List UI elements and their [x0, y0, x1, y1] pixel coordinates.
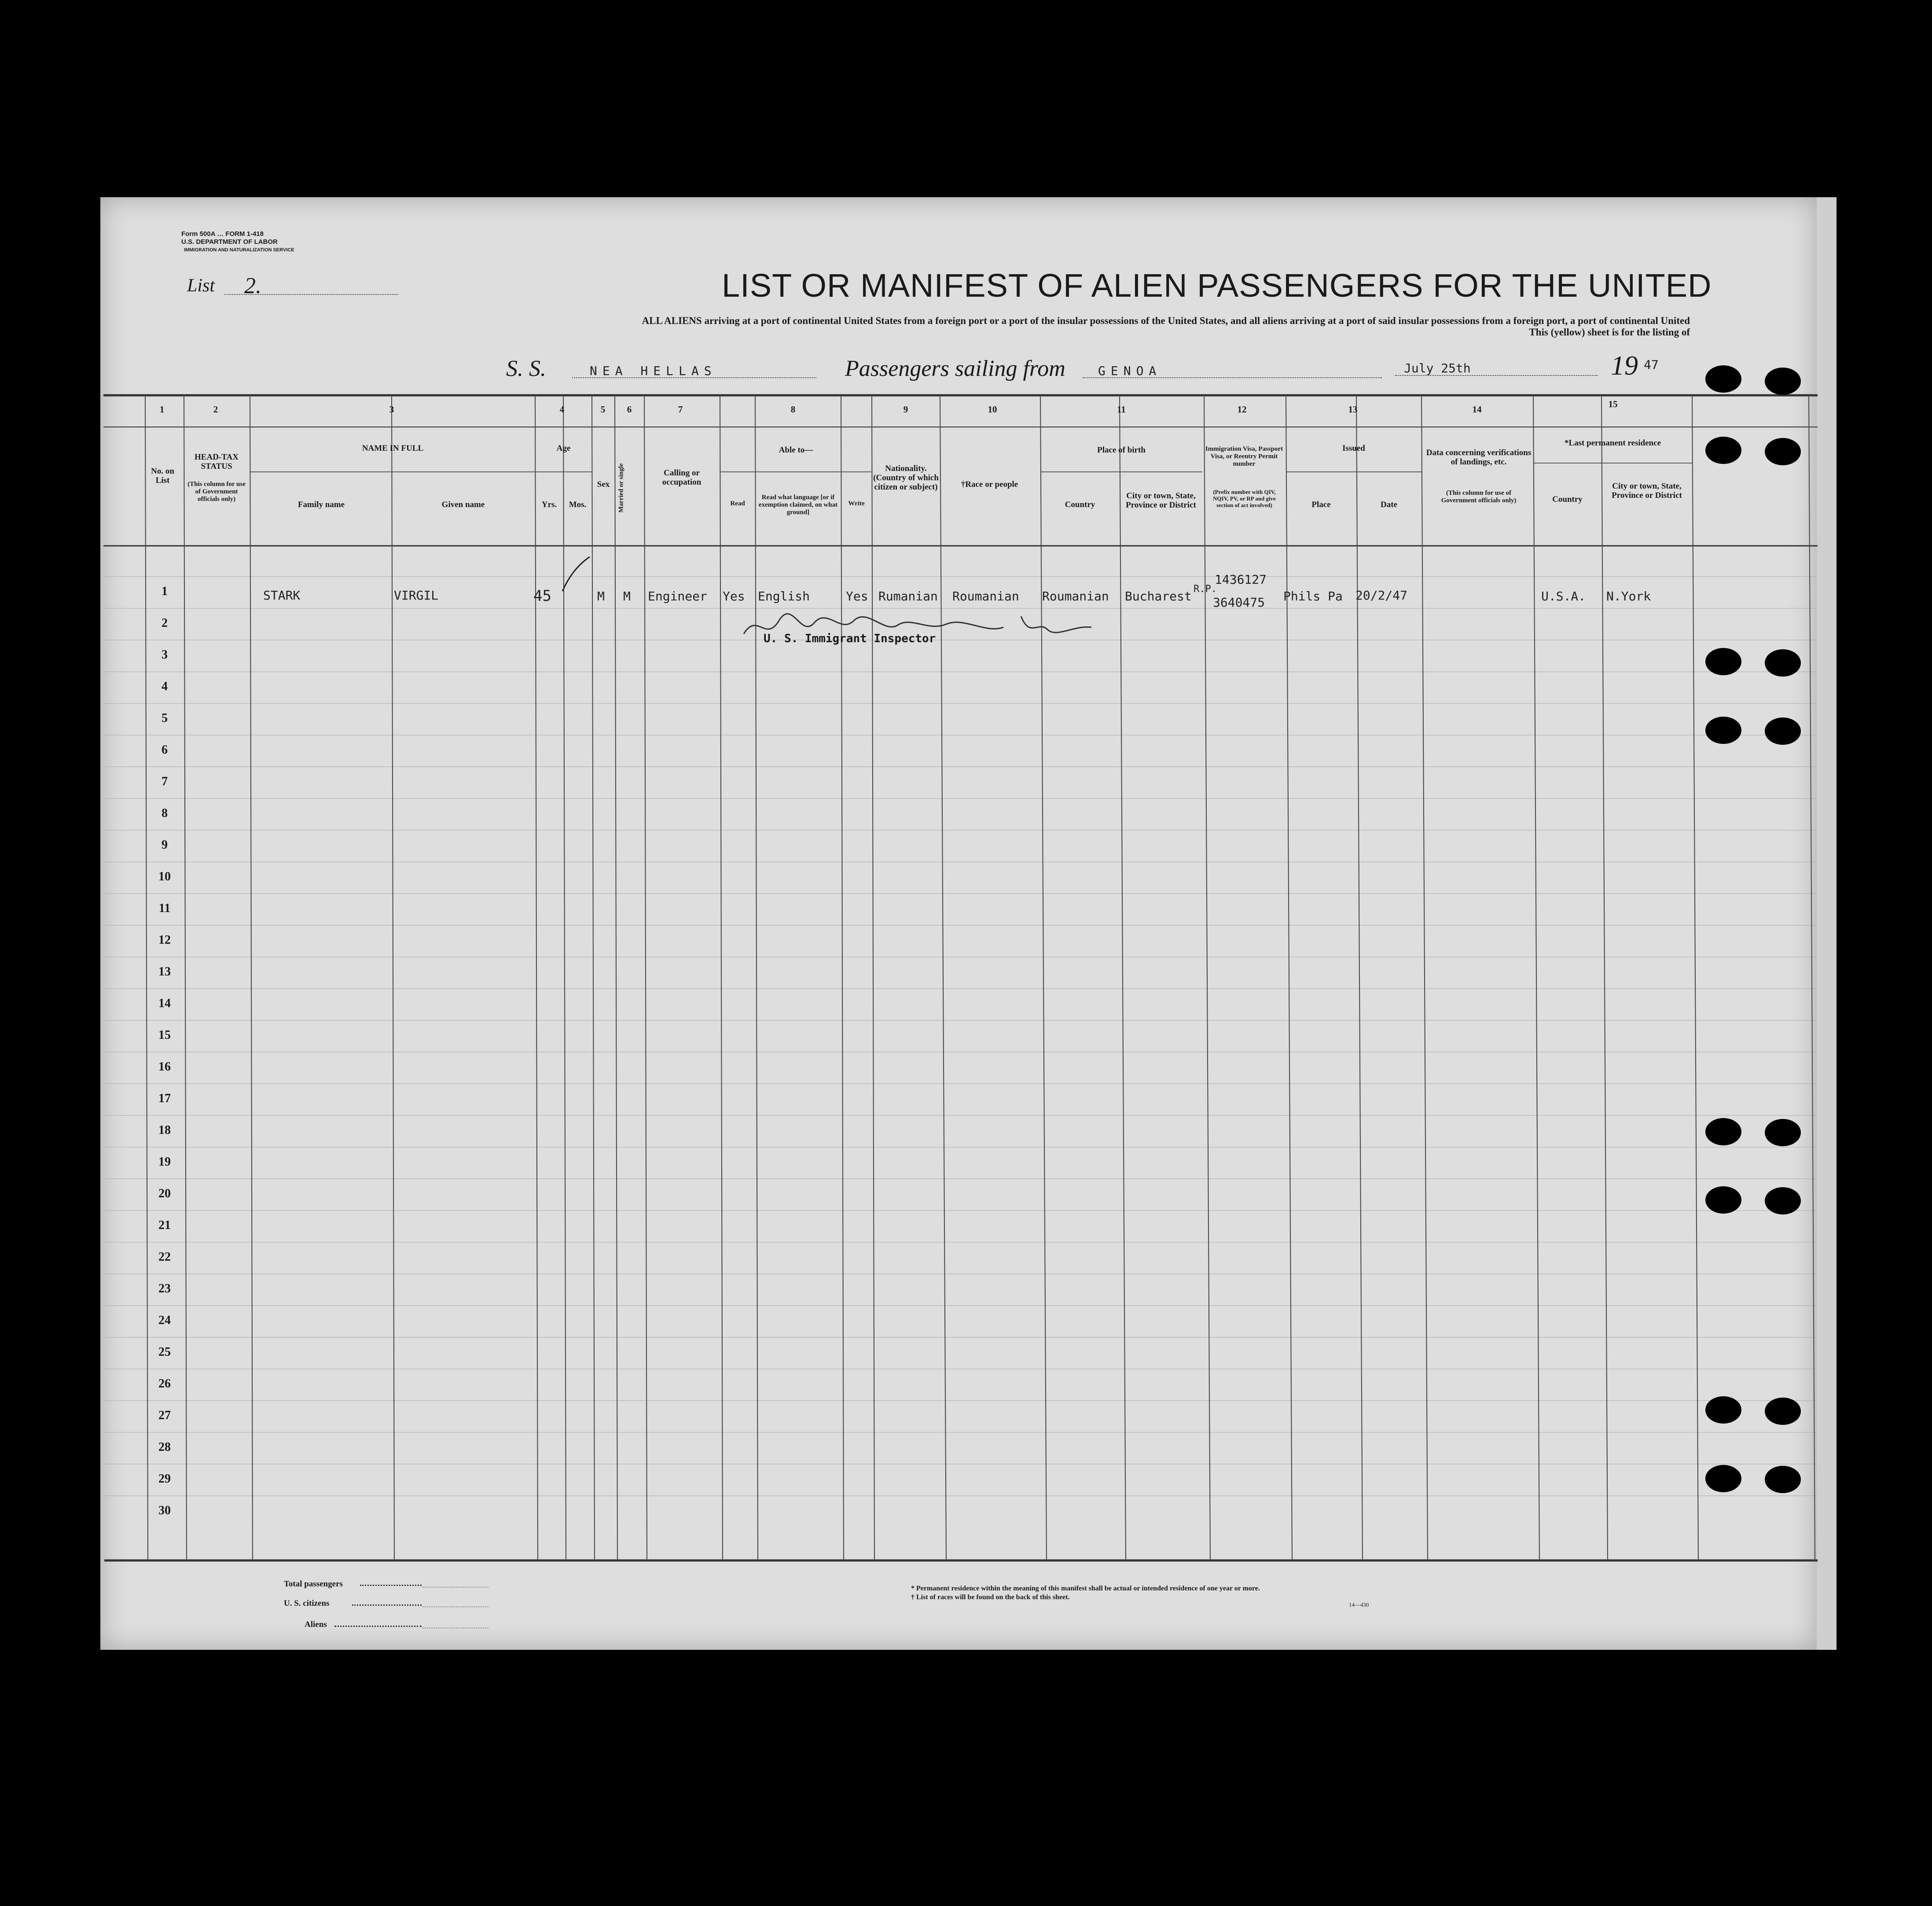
header-mos: Mos. — [569, 500, 587, 509]
department-label: U.S. DEPARTMENT OF LABOR — [181, 238, 278, 246]
row-number: 28 — [158, 1440, 171, 1454]
row-number: 6 — [162, 743, 168, 757]
column-line — [535, 395, 538, 1560]
passenger-read: Yes — [723, 589, 745, 603]
header-nationality: Nationality. (Country of which citizen or subject) — [873, 464, 939, 492]
column-line — [1120, 395, 1126, 1560]
row-number: 29 — [158, 1472, 171, 1486]
passenger-nationality: Rumanian — [878, 589, 938, 603]
sailing-label: Passengers sailing from — [845, 356, 1065, 381]
subtitle-line-1: ALL ALIENS arriving at a port of continental United States from a foreign port or a port of the insular possessions of the United States, and all aliens arriving at a port of said insular possessions from a foreign port, a port of continental United — [642, 315, 1690, 326]
header-birth-city: City or town, State, Province or District — [1126, 491, 1196, 510]
passenger-given-name: VIRGIL — [394, 588, 439, 603]
column-line — [1809, 395, 1815, 1560]
form-code: 14—430 — [1349, 1601, 1369, 1608]
row-number: 18 — [158, 1123, 171, 1137]
footnote-permanent-residence: * Permanent residence within the meaning of this manifest shall be actual or intended residence of one year or more. — [911, 1585, 1260, 1592]
punch-hole — [1705, 648, 1741, 675]
row-number: 4 — [162, 680, 168, 693]
header-data-note: (This column for use of Government officials only) — [1441, 489, 1517, 504]
row-number: 11 — [158, 901, 171, 915]
row-number: 24 — [158, 1314, 171, 1327]
passenger-permit-number-1: 1436127 — [1215, 572, 1267, 587]
header-married: Married or single — [617, 463, 625, 513]
footnote-races: † List of races will be found on the back of this sheet. — [911, 1593, 1070, 1601]
punch-hole — [1765, 718, 1801, 745]
row-number: 22 — [158, 1250, 171, 1264]
row-number: 15 — [158, 1028, 171, 1042]
row-number: 8 — [162, 806, 168, 820]
year-suffix: 47 — [1644, 357, 1659, 372]
column-line — [720, 395, 723, 1560]
us-citizens-label: U. S. citizens — [284, 1599, 330, 1608]
header-write: Write — [848, 500, 865, 507]
header-head-tax: HEAD-TAX STATUS — [195, 453, 239, 471]
passenger-write: Yes — [846, 589, 868, 603]
passenger-occupation: Engineer — [648, 589, 707, 603]
row-number: 9 — [162, 838, 168, 852]
row-number: 25 — [158, 1345, 171, 1359]
header-read-language: Read what language [or if exemption claimed, on what ground] — [758, 494, 838, 516]
punch-hole — [1705, 1465, 1741, 1492]
header-issued: Issued — [1342, 444, 1365, 453]
year-prefix: 19 — [1611, 351, 1638, 381]
column-line — [1204, 395, 1210, 1560]
punch-hole — [1765, 1119, 1801, 1146]
column-line — [841, 395, 844, 1560]
passenger-birth-city: Bucharest — [1125, 589, 1192, 603]
total-passengers-dots — [360, 1585, 422, 1586]
col-number-9: 9 — [903, 404, 908, 415]
header-visa: Immigration Visa, Passport Visa, or Reentry Permit number — [1205, 445, 1283, 467]
aliens-dots — [334, 1626, 422, 1627]
column-line — [1692, 395, 1698, 1560]
row-number: 17 — [158, 1092, 171, 1105]
col-number-12: 12 — [1237, 404, 1247, 415]
punch-hole — [1705, 365, 1741, 393]
punch-hole — [1765, 368, 1801, 395]
column-line — [184, 395, 187, 1560]
col-number-15: 15 — [1608, 399, 1618, 409]
col-number-11: 11 — [1117, 404, 1126, 415]
header-res-country: Country — [1552, 495, 1583, 504]
list-number: 2. — [244, 273, 261, 298]
col-number-8: 8 — [790, 404, 796, 415]
row-number: 23 — [158, 1282, 171, 1295]
header-read: Read — [730, 500, 745, 507]
punch-hole — [1705, 717, 1741, 744]
header-data-concerning: Data concerning verifications of landings, etc. — [1426, 448, 1532, 467]
header-age: Age — [556, 444, 571, 453]
row-number: 16 — [158, 1060, 171, 1074]
subtitle-line-2: This (yellow) sheet is for the listing of — [1529, 327, 1690, 338]
ship-name: NEA HELLAS — [590, 364, 717, 378]
page-title: LIST OR MANIFEST OF ALIEN PASSENGERS FOR THE UNITED — [722, 267, 1712, 304]
punch-hole — [1705, 1396, 1741, 1424]
row-number: 26 — [158, 1377, 171, 1391]
row-number: 3 — [162, 648, 168, 662]
col-number-3: 3 — [389, 404, 394, 415]
punch-hole — [1705, 437, 1741, 464]
form-number: Form 500A … FORM 1-418 — [181, 230, 264, 238]
sailing-date: July 25th — [1404, 361, 1471, 375]
header-calling: Calling or occupation — [662, 468, 702, 487]
col-number-13: 13 — [1348, 404, 1358, 415]
column-line — [615, 395, 617, 1560]
row-number: 19 — [158, 1155, 171, 1169]
passenger-language: English — [758, 589, 810, 603]
header-given-name: Given name — [441, 500, 485, 509]
header-name-in-full: NAME IN FULL — [362, 444, 424, 453]
passenger-age: 45 — [533, 587, 551, 605]
header-last-residence: *Last permanent residence — [1564, 438, 1661, 448]
row-number: 10 — [158, 870, 171, 883]
column-line — [644, 395, 647, 1560]
list-label: List — [187, 276, 215, 296]
passenger-residence-country: U.S.A. — [1541, 589, 1586, 603]
row-number: 1 — [162, 585, 168, 598]
column-line — [1286, 395, 1292, 1560]
header-yrs: Yrs. — [541, 500, 557, 509]
punch-hole — [1765, 649, 1801, 677]
col-number-1: 1 — [159, 404, 165, 415]
passenger-issued-place: Phils Pa — [1283, 589, 1343, 603]
row-number: 12 — [158, 933, 171, 947]
column-line — [872, 395, 874, 1560]
passenger-permit-prefix: R.P. — [1194, 584, 1217, 595]
header-visa-note: (Prefix number with QIV, NQIV, PV, or RP and give section of act involved) — [1213, 489, 1276, 508]
handwritten-check-mark — [559, 552, 599, 601]
col-number-7: 7 — [678, 404, 683, 415]
punch-hole — [1705, 1118, 1741, 1145]
column-line — [392, 395, 394, 1560]
row-number: 7 — [162, 775, 168, 788]
header-place-of-birth: Place of birth — [1097, 445, 1146, 455]
col-number-4: 4 — [559, 404, 565, 415]
col-number-10: 10 — [988, 404, 997, 415]
passenger-permit-number-2: 3640475 — [1213, 595, 1265, 610]
header-race: †Race or people — [961, 480, 1018, 489]
column-line — [1040, 395, 1047, 1560]
passenger-birth-country: Roumanian — [1042, 589, 1109, 603]
header-birth-country: Country — [1065, 500, 1095, 509]
service-label: IMMIGRATION AND NATURALIZATION SERVICE — [184, 247, 294, 253]
punch-hole — [1765, 1398, 1801, 1425]
header-issued-place: Place — [1311, 500, 1331, 509]
column-line — [1421, 395, 1428, 1560]
column-line — [940, 395, 946, 1560]
column-line — [250, 395, 253, 1560]
total-passengers-label: Total passengers — [284, 1579, 343, 1589]
header-res-city: City or town, State, Province or District — [1612, 482, 1682, 500]
row-number: 30 — [158, 1504, 171, 1517]
aliens-label: Aliens — [305, 1620, 327, 1629]
row-number: 20 — [158, 1187, 171, 1200]
row-number: 21 — [158, 1218, 171, 1232]
passenger-race: Roumanian — [952, 589, 1019, 603]
row-number: 14 — [158, 997, 171, 1010]
column-line — [755, 395, 758, 1560]
punch-hole — [1705, 1186, 1741, 1214]
column-line — [1601, 395, 1608, 1560]
row-number: 13 — [158, 965, 171, 979]
header-able-to: Able to— — [779, 445, 813, 455]
passenger-marital-status: M — [623, 589, 631, 603]
col-number-5: 5 — [600, 404, 606, 415]
column-line — [1533, 395, 1539, 1560]
header-issued-date: Date — [1381, 500, 1397, 509]
inspector-label: U. S. Immigrant Inspector — [764, 632, 936, 645]
header-head-tax-note: (This column for use of Government officials only) — [187, 481, 246, 503]
passenger-sex: M — [597, 589, 605, 603]
column-line — [1356, 395, 1363, 1560]
passenger-residence-city: N.York — [1606, 589, 1651, 603]
header-family-name: Family name — [298, 500, 345, 509]
row-number: 2 — [162, 616, 168, 630]
col-number-2: 2 — [213, 404, 218, 415]
header-no-on-list: No. on List — [151, 467, 174, 485]
punch-hole — [1765, 1187, 1801, 1214]
row-number: 5 — [162, 711, 168, 725]
passenger-issued-date: 20/2/47 — [1355, 588, 1408, 603]
ss-label: S. S. — [506, 356, 546, 381]
us-citizens-dots — [352, 1604, 422, 1606]
column-line — [145, 395, 148, 1560]
row-number: 27 — [158, 1409, 171, 1422]
col-number-6: 6 — [627, 404, 632, 415]
header-sex: Sex — [597, 480, 610, 489]
passenger-family-name: STARK — [263, 588, 301, 603]
punch-hole — [1765, 1466, 1801, 1493]
col-number-14: 14 — [1472, 404, 1482, 415]
departure-port: GENOA — [1098, 364, 1162, 378]
punch-hole — [1765, 438, 1801, 465]
